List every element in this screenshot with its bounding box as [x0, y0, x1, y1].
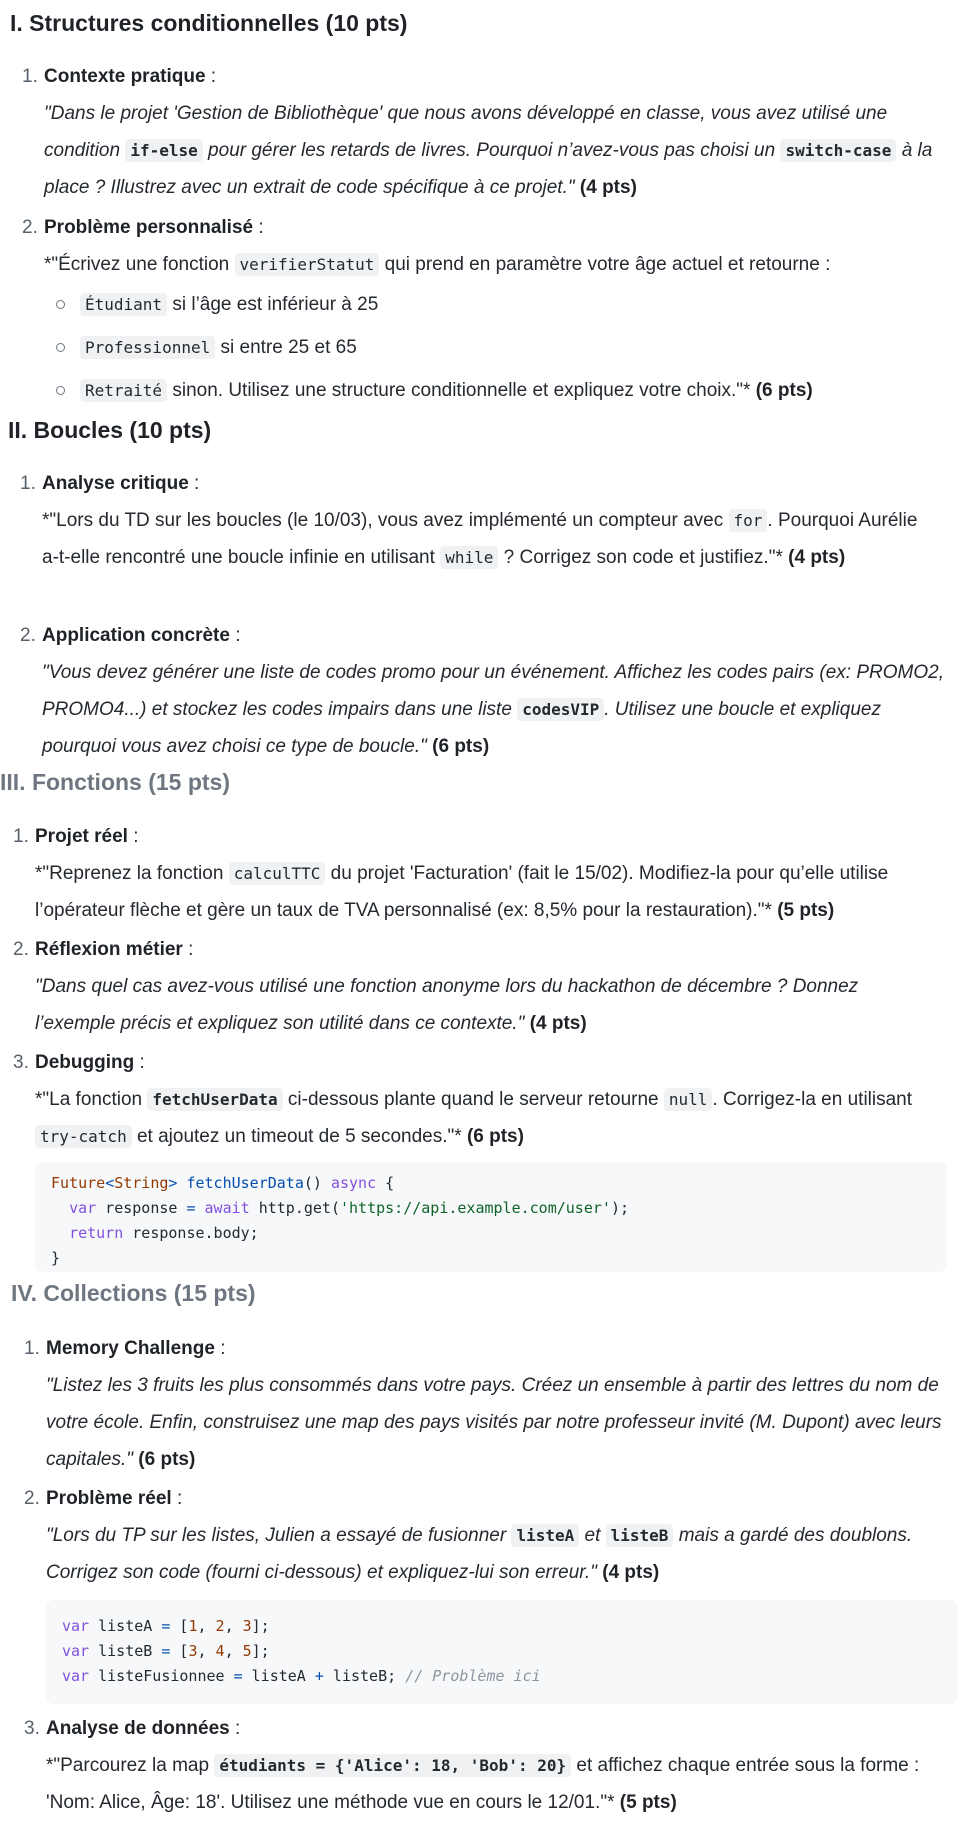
- question-label: Analyse de données: [46, 1718, 230, 1739]
- inline-code: listeB: [606, 1524, 674, 1547]
- section-title: IV. Collections (15 pts): [11, 1280, 256, 1306]
- list-item: Retraité sinon. Utilisez une structure conditionnelle et expliquez votre choix."* (6 pts): [44, 369, 970, 412]
- question-debugging: 3. Debugging : *"La fonction fetchUserData ci-dessous plante quand le serveur retourne null . Corrigez-la en utilisant try-catch et ajoutez un timeout de 5 secondes."* (6 pts): [0, 1044, 970, 1155]
- question-application-concrete: 2. Application concrète : "Vous devez générer une liste de codes promo pour un événement. Affichez les codes pairs (ex: PROMO2, PROMO4...) et stockez les codes impairs dans une liste codesVIP . Utilisez une boucle et expliquez pourquoi vous avez choisi ce type de boucle." (6 pts): [0, 617, 970, 765]
- list-number: 2.: [20, 625, 36, 646]
- question-label: Debugging: [35, 1052, 135, 1073]
- section-fonctions: [0, 767, 970, 797]
- question-label: Problème réel: [46, 1488, 172, 1509]
- points-badge: (4 pts): [579, 177, 637, 198]
- inline-code: for: [729, 509, 768, 532]
- list-number: 1.: [20, 473, 36, 494]
- list-number: 2.: [13, 939, 29, 960]
- points-badge: (6 pts): [466, 1126, 524, 1147]
- inline-code: if-else: [125, 139, 202, 162]
- question-probleme-personnalise: 2. Problème personnalisé : *"Écrivez une fonction verifierStatut qui prend en paramètre votre âge actuel et retourne : Étudiant si l’âge est inférieur à 25 Professionnel si entre 25 et 65 Retraité sinon. Utilisez une structure conditionnelle et expliquez votre choix."* (6 pts): [0, 209, 970, 412]
- question-label: Memory Challenge: [46, 1338, 215, 1359]
- inline-code: étudiants = {'Alice': 18, 'Bob': 20}: [214, 1754, 571, 1777]
- question-text: *"Lors du TD sur les boucles (le 10/03), vous avez implémenté un compteur avec for . Pourquoi Aurélie a-t-elle rencontré une boucle infinie en utilisant while ? Corrigez son code et justifiez."* (4 pts): [42, 510, 918, 568]
- question-analyse-critique: 1. Analyse critique : *"Lors du TD sur les boucles (le 10/03), vous avez implémenté un compteur avec for . Pourquoi Aurélie a-t-elle rencontré une boucle infinie en utilisant while ? Corrigez son code et justifiez."* (4 pts): [0, 465, 970, 576]
- inline-code: calculTTC: [229, 862, 326, 885]
- question-memory-challenge: 1. Memory Challenge : "Listez les 3 fruits les plus consommés dans votre pays. Créez un ensemble à partir des lettres du nom de votre école. Enfin, construisez une map des pays visités par notre professeur invité (M. Dupont) avec leurs capitales." (6 pts): [0, 1330, 970, 1478]
- section-title: I. Structures conditionnelles (10 pts): [10, 10, 408, 36]
- inline-code: listeA: [511, 1524, 579, 1547]
- question-label: Problème personnalisé: [44, 217, 254, 238]
- question-label: Réflexion métier: [35, 939, 183, 960]
- question-analyse-donnees: 3. Analyse de données : *"Parcourez la map étudiants = {'Alice': 18, 'Bob': 20} et affichez chaque entrée sous la forme : 'Nom: Alice, Âge: 18'. Utilisez une méthode vue en cours le 12/01."* (5 pts): [0, 1710, 970, 1821]
- question-text: *"Parcourez la map étudiants = {'Alice': 18, 'Bob': 20} et affichez chaque entrée sous la forme : 'Nom: Alice, Âge: 18'. Utilisez une méthode vue en cours le 12/01."* (5 pts): [46, 1755, 920, 1813]
- inline-code: Étudiant: [80, 293, 167, 316]
- points-badge: (5 pts): [777, 900, 835, 921]
- inline-code: codesVIP: [517, 698, 604, 721]
- inline-code: try-catch: [35, 1125, 132, 1148]
- points-badge: (4 pts): [788, 547, 846, 568]
- inline-code: while: [440, 546, 498, 569]
- question-label: Contexte pratique: [44, 66, 206, 87]
- list-number: 3.: [24, 1718, 40, 1739]
- question-projet-reel: 1. Projet réel : *"Reprenez la fonction calculTTC du projet 'Facturation' (fait le 15/02). Modifiez-la pour qu’elle utilise l’opérateur flèche et gère un taux de TVA personnalisé (ex: 8,5% pour la restauration)."* (5 pts): [0, 818, 970, 929]
- question-label: Analyse critique: [42, 473, 189, 494]
- code-block-listes: var listeA = [1, 2, 3]; var listeB = [3, 4, 5]; var listeFusionnee = listeA + listeB; // Problème ici: [46, 1600, 958, 1704]
- points-badge: (6 pts): [432, 736, 490, 757]
- points-badge: (6 pts): [755, 380, 813, 401]
- points-badge: (4 pts): [602, 1562, 660, 1583]
- question-text: *"La fonction fetchUserData ci-dessous plante quand le serveur retourne null . Corrigez-la en utilisant try-catch et ajoutez un timeout de 5 secondes."* (6 pts): [35, 1089, 913, 1147]
- list-number: 1.: [22, 66, 38, 87]
- question-text: "Lors du TP sur les listes, Julien a essayé de fusionner listeA et listeB mais a gardé des doublons. Corrigez son code (fourni ci-dessous) et expliquez-lui son erreur." (4 pts): [46, 1525, 913, 1583]
- question-probleme-reel: 2. Problème réel : "Lors du TP sur les listes, Julien a essayé de fusionner listeA et listeB mais a gardé des doublons. Corrigez son code (fourni ci-dessous) et expliquez-lui son erreur." (4 pts): [0, 1480, 970, 1591]
- section-boucles: [0, 415, 970, 445]
- inline-code: verifierStatut: [235, 253, 380, 276]
- list-number: 2.: [22, 217, 38, 238]
- section-collections: [0, 1278, 970, 1308]
- inline-code: switch-case: [780, 139, 896, 162]
- question-text: "Dans quel cas avez-vous utilisé une fonction anonyme lors du hackathon de décembre ? Donnez l’exemple précis et expliquez son utilité dans ce contexte." (4 pts): [35, 976, 859, 1034]
- points-badge: (5 pts): [619, 1792, 677, 1813]
- inline-code: fetchUserData: [147, 1088, 282, 1111]
- question-text: *"Reprenez la fonction calculTTC du projet 'Facturation' (fait le 15/02). Modifiez-la pour qu’elle utilise l’opérateur flèche et gère un taux de TVA personnalisé (ex: 8,5% pour la restauration)."* (5 pts): [35, 863, 889, 921]
- list-item: Étudiant si l’âge est inférieur à 25: [44, 283, 970, 326]
- inline-code: Retraité: [80, 379, 167, 402]
- section-conditionnelles: [0, 8, 970, 38]
- inline-code: Professionnel: [80, 336, 215, 359]
- list-number: 2.: [24, 1488, 40, 1509]
- question-contexte-pratique: 1. Contexte pratique : "Dans le projet 'Gestion de Bibliothèque' que nous avons développé en classe, vous avez utilisé une condition if-else pour gérer les retards de livres. Pourquoi n’avez-vous pas choisi un switch-case à la place ? Illustrez avec un extrait de code spécifique à ce projet." (4 pts): [0, 58, 970, 206]
- inline-code: null: [664, 1088, 713, 1111]
- question-text: "Dans le projet 'Gestion de Bibliothèque' que nous avons développé en classe, vous avez utilisé une condition if-else pour gérer les retards de livres. Pourquoi n’avez-vous pas choisi un switch-case à la place ? Illustrez avec un extrait de code spécifique à ce projet." (4 pts): [44, 103, 933, 198]
- question-text: *"Écrivez une fonction verifierStatut qui prend en paramètre votre âge actuel et retourne :: [44, 254, 831, 275]
- question-label: Application concrète: [42, 625, 230, 646]
- list-number: 3.: [13, 1052, 29, 1073]
- question-reflexion-metier: 2. Réflexion métier : "Dans quel cas avez-vous utilisé une fonction anonyme lors du hackathon de décembre ? Donnez l’exemple précis et expliquez son utilité dans ce contexte." (4 pts): [0, 931, 970, 1042]
- list-number: 1.: [24, 1338, 40, 1359]
- list-item: Professionnel si entre 25 et 65: [44, 326, 970, 369]
- question-text: "Vous devez générer une liste de codes promo pour un événement. Affichez les codes pairs (ex: PROMO2, PROMO4...) et stockez les codes impairs dans une liste codesVIP . Utilisez une boucle et expliquez pourquoi vous avez choisi ce type de boucle." (6 pts): [42, 662, 944, 757]
- question-label: Projet réel: [35, 826, 128, 847]
- list-number: 1.: [13, 826, 29, 847]
- bullet-list: [0, 283, 970, 412]
- section-title: III. Fonctions (15 pts): [0, 769, 231, 795]
- points-badge: (4 pts): [529, 1013, 587, 1034]
- points-badge: (6 pts): [138, 1449, 196, 1470]
- question-text: "Listez les 3 fruits les plus consommés dans votre pays. Créez un ensemble à partir des lettres du nom de votre école. Enfin, construisez une map des pays visités par notre professeur invité (M. Dupont) avec leurs capitales." (6 pts): [46, 1375, 942, 1470]
- section-title: II. Boucles (10 pts): [8, 417, 212, 443]
- code-block-fetch: Future<String> fetchUserData() async { var response = await http.get('https://api.example.com/user'); return response.body; }: [35, 1162, 947, 1272]
